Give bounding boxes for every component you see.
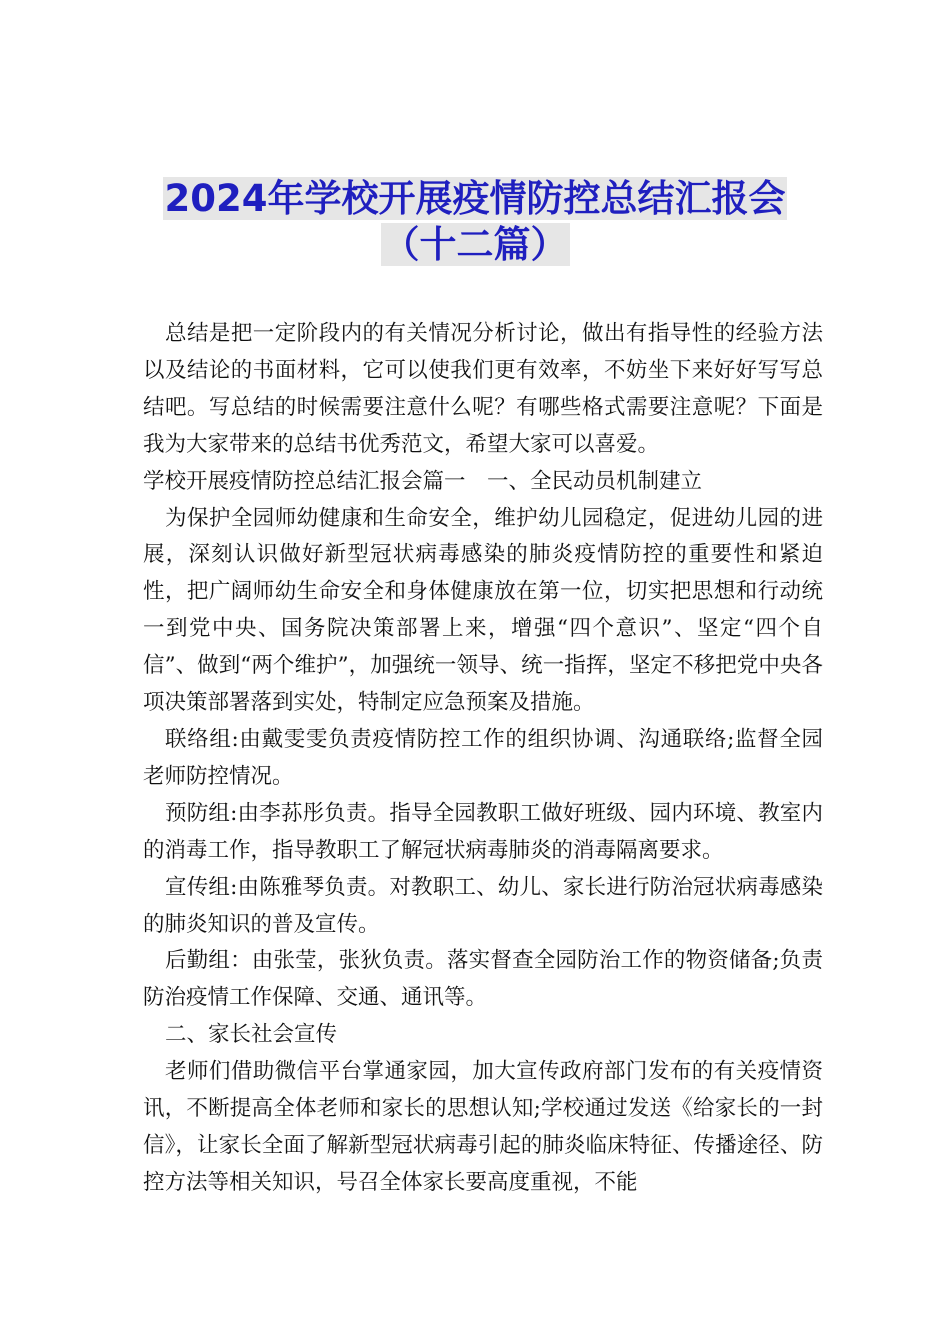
body-paragraph: 预防组:由李荪彤负责。指导全园教职工做好班级、园内环境、教室内的消毒工作，指导教职工了解冠状病毒肺炎的消毒隔离要求。 (143, 800, 823, 863)
document-subtitle (0, 222, 950, 268)
intro-paragraph: 总结是把一定阶段内的有关情况分析讨论，做出有指导性的经验方法以及结论的书面材料，它可以使我们更有效率，不妨坐下来好好写写总结吧。写总结的时候需要注意什么呢？有哪些格式需要注意呢？下面是我为大家带来的总结书优秀范文，希望大家可以喜爱。 (143, 321, 823, 457)
body-paragraph: 宣传组:由陈雅琴负责。对教职工、幼儿、家长进行防治冠状病毒感染的肺炎知识的普及宣传。 (143, 874, 823, 937)
title-line-1: 2024年学校开展疫情防控总结汇报会 (164, 177, 786, 220)
body-paragraph: 为保护全园师幼健康和生命安全，维护幼儿园稳定，促进幼儿园的进展，深刻认识做好新型冠状病毒感染的肺炎疫情防控的重要性和紧迫性，把广阔师幼生命安全和身体健康放在第一位，切实把思想和行动统一到党中央、国务院决策部署上来，增强“四个意识”、坚定“四个自信”、做到“两个维护”，加强统一领导、统一指挥，坚定不移把党中央各项决策部署落到实处，特制定应急预案及措施。 (143, 505, 823, 716)
document-body (143, 316, 823, 1202)
body-paragraph: 老师们借助微信平台掌通家园，加大宣传政府部门发布的有关疫情资讯，不断提高全体老师和家长的思想认知;学校通过发送《给家长的一封信》，让家长全面了解新型冠状病毒引起的肺炎临床特征、传播途径、防控方法等相关知识，号召全体家长要高度重视，不能 (143, 1059, 823, 1195)
body-paragraph: 后勤组：由张莹，张狄负责。落实督查全园防治工作的物资储备;负责防治疫情工作保障、交通、通讯等。 (143, 948, 823, 1011)
section-heading-1: 学校开展疫情防控总结汇报会篇一 一、全民动员机制建立 (143, 468, 703, 494)
document-title (0, 176, 950, 222)
body-paragraph: 联络组:由戴雯雯负责疫情防控工作的组织协调、沟通联络;监督全园老师防控情况。 (143, 726, 823, 789)
section-heading-2: 二、家长社会宣传 (165, 1022, 338, 1048)
title-line-2: （十二篇） (382, 223, 568, 266)
